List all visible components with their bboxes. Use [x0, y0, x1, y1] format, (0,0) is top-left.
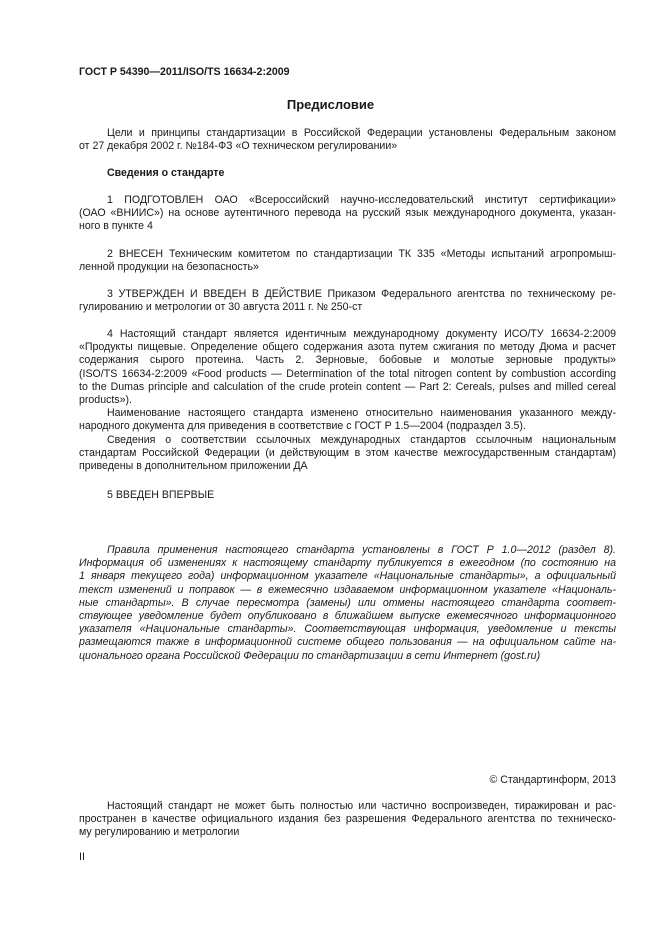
- page-title: Предисловие: [286, 97, 375, 112]
- reproduction-line: пространен в качестве официального издания без разрешения Федерального агентства по техническо-: [79, 813, 616, 826]
- reproduction-line: Настоящий стандарт не может быть полностью или частично воспроизведен, тиражирован и рас-: [107, 800, 616, 812]
- document-header: ГОСТ Р 54390—2011/ISO/TS 16634-2:2009: [79, 66, 290, 78]
- item-2-line: ленной продукции на безопасность»: [79, 261, 259, 274]
- item-2-line: 2 ВНЕСЕН Техническим комитетом по стандартизации ТК 335 «Методы испытаний агропромыш-: [107, 248, 616, 260]
- notice-line: указателя «Национальные стандарты». Соответствующая информация, уведомление и тексты: [79, 623, 616, 636]
- item-3-line: гулированию и метрологии от 30 августа 2011 г. № 250-ст: [79, 301, 363, 314]
- notice-line: ные стандарты». В случае пересмотра (замены) или отмены настоящего стандарта соответ-: [79, 596, 616, 609]
- item-1-line: ного в пункте 4: [79, 220, 153, 233]
- notice-line: размещаются также в информационной системе общего пользования — на официальном сайте на-: [79, 636, 616, 649]
- page-number: II: [79, 851, 85, 863]
- notice-line: 1 января текущего года) информационном указателе «Национальные стандарты», а официальный: [79, 570, 616, 583]
- notice-line: ционального органа Российской Федерации по стандартизации в сети Интернет (gost.ru): [79, 649, 541, 662]
- item-4-line: (ISO/TS 16634-2:2009 «Food products — Determination of the total nitrogen content by combustion according: [79, 367, 616, 380]
- section-heading: Сведения о стандарте: [107, 167, 225, 179]
- item-4-refs-line: приведены в дополнительном приложении ДА: [79, 460, 308, 473]
- item-3: [79, 288, 616, 314]
- item-4-line: содержания сырого протеина. Часть 2. Зерновые, бобовые и молотые зерновые продукты»: [79, 354, 616, 367]
- notice-paragraph: [79, 544, 616, 663]
- item-4-refs-line: Сведения о соответствии ссылочных международных стандартов ссылочным национальным: [107, 433, 616, 446]
- notice-line: текст изменений и поправок — в ежемесячно издаваемом информационном указателе «Националь-: [79, 583, 616, 596]
- intro-line: Цели и принципы стандартизации в Российской Федерации установлены Федеральным законом: [107, 127, 616, 139]
- item-1-line: (ОАО «ВНИИС») на основе аутентичного перевода на русский язык международного документа, указан-: [79, 207, 616, 220]
- reproduction-line: му регулированию и метрологии: [79, 826, 240, 839]
- reproduction-notice: [79, 800, 616, 840]
- notice-line: Информация об изменениях к настоящему стандарту публикуется в ежегодном (по состоянию на: [79, 557, 616, 570]
- notice-line: ствующее уведомление будет опубликовано в ближайшем выпуске ежемесячного информационного: [79, 610, 616, 623]
- item-4-line: 4 Настоящий стандарт является идентичным международному документу ИСО/ТУ 16634-2:2009: [107, 328, 616, 340]
- intro-line: от 27 декабря 2002 г. №184-ФЗ «О техническом регулировании»: [79, 140, 398, 153]
- item-4-refs-line: стандартам Российской Федерации (и действующим в этом качестве межгосударственным стандартам): [79, 446, 616, 459]
- item-4-line: products»).: [79, 394, 132, 407]
- item-4-line: to the Dumas principle and calculation of the crude protein content — Part 2: Cereals, pulses and milled cereal: [79, 380, 616, 393]
- item-1-line: 1 ПОДГОТОВЛЕН ОАО «Всероссийский научно-исследовательский институт сертификации»: [107, 194, 616, 206]
- item-3-line: 3 УТВЕРЖДЕН И ВВЕДЕН В ДЕЙСТВИЕ Приказом Федерального агентства по техническому ре-: [107, 288, 616, 300]
- item-5: 5 ВВЕДЕН ВПЕРВЫЕ: [107, 489, 215, 501]
- item-4-name-line: народного документа для приведения в соответствие с ГОСТ Р 1.5—2004 (подраздел 3.5).: [79, 420, 526, 433]
- item-4: [79, 328, 616, 473]
- item-2: [79, 248, 616, 274]
- notice-line: Правила применения настоящего стандарта установлены в ГОСТ Р 1.0—2012 (раздел 8).: [107, 544, 616, 556]
- item-1: [79, 194, 616, 234]
- item-4-line: «Продукты пищевые. Определение общего содержания азота путем сжигания по методу Дюма и расчет: [79, 341, 616, 354]
- copyright-notice: © Стандартинформ, 2013: [489, 774, 616, 786]
- intro-paragraph: [79, 127, 616, 153]
- item-4-name-line: Наименование настоящего стандарта изменено относительно наименования указанного между-: [107, 407, 616, 420]
